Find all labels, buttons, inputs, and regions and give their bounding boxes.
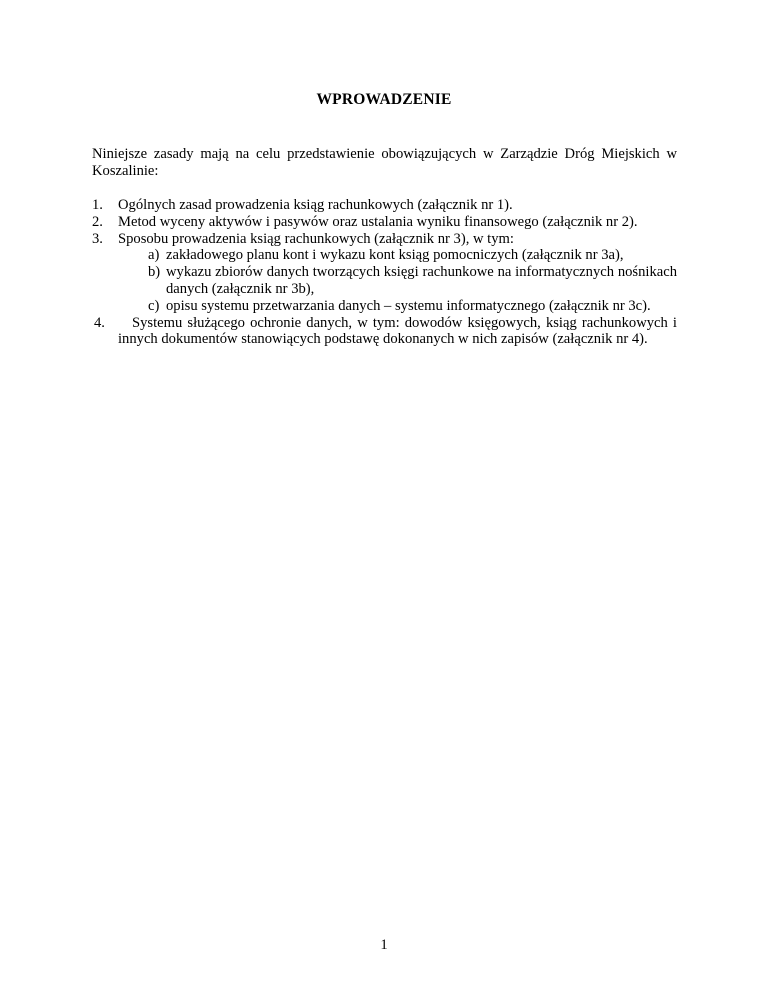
sublist-item-text: opisu systemu przetwarzania danych – systemu informatycznego (załącznik nr 3c). (166, 297, 651, 314)
sublist-item-text: zakładowego planu kont i wykazu kont ksiąg pomocniczych (załącznik nr 3a), (166, 247, 624, 264)
list-item (92, 214, 677, 231)
sublist-item (92, 247, 677, 264)
intro-paragraph: Niniejsze zasady mają na celu przedstawienie obowiązujących w Zarządzie Dróg Miejskich w Koszalinie: (92, 146, 677, 179)
list-item (92, 231, 677, 248)
sublist-item-letter: a) (148, 247, 160, 264)
sublist-item-letter: c) (148, 297, 160, 314)
list-item-number: 3. (92, 230, 103, 247)
list-item-number: 4. (94, 314, 105, 331)
list-item-text: Sposobu prowadzenia ksiąg rachunkowych (załącznik nr 3), w tym: (118, 230, 514, 247)
list-item (92, 315, 677, 349)
list-item-text: Systemu służącego ochronie danych, w tym: dowodów księgowych, ksiąg rachunkowych i innych dokumentów stanowiących podstawę dokonanych w nich zapisów (załącznik nr 4). (118, 314, 677, 348)
list-item-text: Metod wyceny aktywów i pasywów oraz ustalania wyniku finansowego (załącznik nr 2). (118, 213, 638, 230)
sublist-item-text: wykazu zbiorów danych tworzących księgi rachunkowe na informatycznych nośnikach danych (załącznik nr 3b), (166, 264, 677, 297)
sublist-item-letter: b) (148, 264, 161, 281)
document-title: WPROWADZENIE (316, 91, 452, 108)
list-item-text: Ogólnych zasad prowadzenia ksiąg rachunkowych (załącznik nr 1). (118, 197, 513, 213)
numbered-list (92, 197, 677, 348)
page-number: 1 (380, 937, 388, 953)
list-item-number: 1. (92, 197, 103, 213)
list-item (92, 197, 677, 214)
sublist-item (92, 264, 677, 298)
list-item-number: 2. (92, 213, 103, 230)
sublist-item (92, 298, 677, 315)
